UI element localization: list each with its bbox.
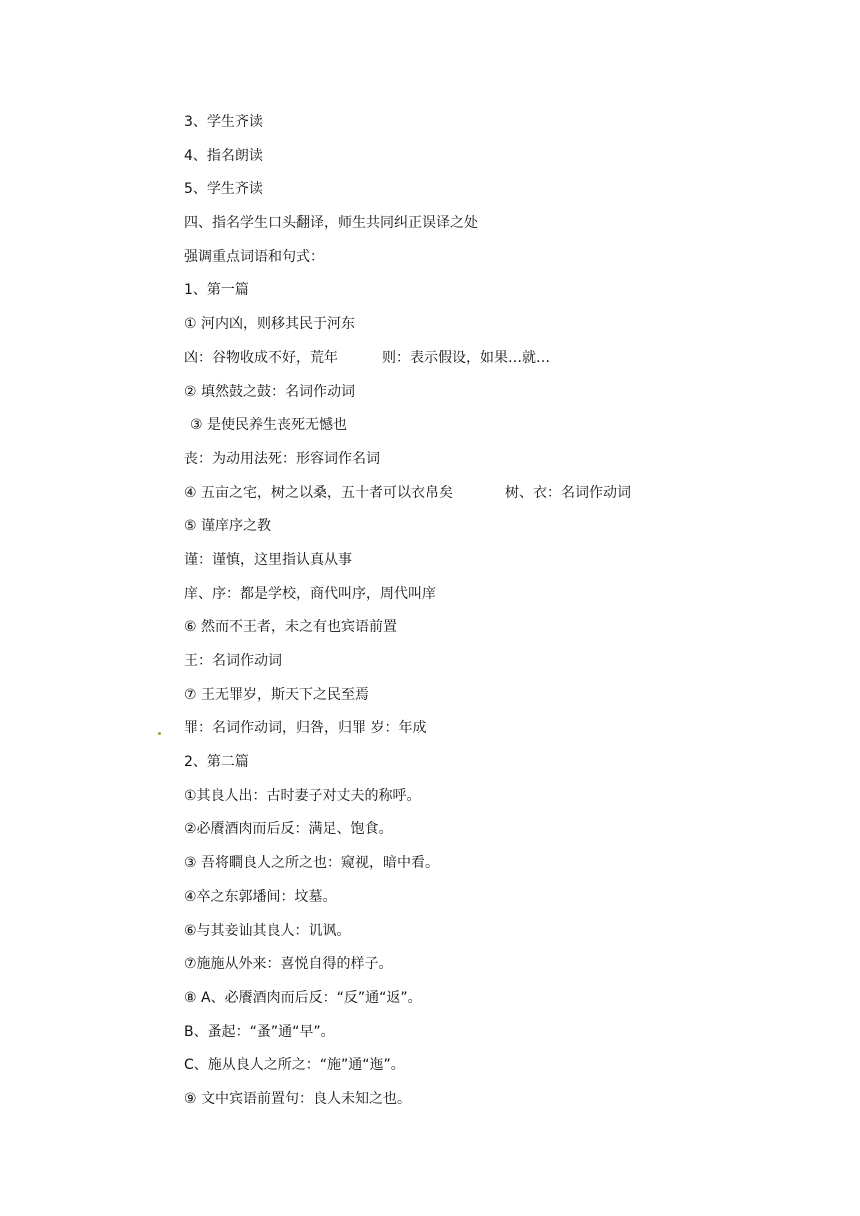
text-line: ⑨ 文中宾语前置句：良人未知之也。 [184,1090,412,1107]
text-segment: 则：表示假设，如果…就… [382,349,550,366]
text-line: B、蚤起：“蚤”通“早”。 [184,1023,335,1040]
text-line: ⑥与其妾讪其良人：讥讽。 [184,922,351,939]
text-line: 4、指名朗读 [184,147,263,164]
text-line: 1、第一篇 [184,282,249,299]
text-line: ②必餍酒肉而后反：满足、饱食。 [184,821,393,838]
text-line [184,481,804,515]
text-line: C、施从良人之所之：“施”通“迤”。 [184,1057,405,1074]
text-line: ④卒之东郭墦间：坟墓。 [184,888,337,905]
text-segment: 凶：谷物收成不好，荒年 [184,349,338,366]
text-segment: ④ 五亩之宅，树之以桑，五十者可以衣帛矣 [184,484,453,501]
text-line: 罪：名词作动词，归咎，归罪 岁：年成 [184,720,427,737]
text-segment: 树、衣：名词作动词 [505,484,631,501]
text-body [184,110,804,1121]
text-line: 丧：为动用法死：形容词作名词 [184,450,380,467]
text-line: 3、学生齐读 [184,114,263,130]
text-line: ③ 是使民养生丧死无憾也 [190,417,348,434]
text-line [184,346,804,380]
text-line: ③ 吾将瞷良人之所之也：窥视，暗中看。 [184,855,439,872]
text-line: 谨：谨慎，这里指认真从事 [184,551,352,568]
text-line: 5、学生齐读 [184,181,263,198]
text-line: ⑦ 王无罪岁，斯天下之民至焉 [184,686,370,703]
text-line: 庠、序：都是学校，商代叫序，周代叫庠 [184,585,436,602]
text-line: 2、第二篇 [184,754,249,771]
text-line: ①其良人出：古时妻子对丈夫的称呼。 [184,787,421,804]
text-line: ② 填然鼓之鼓：名词作动词 [184,383,356,400]
margin-dot-marker [158,732,161,735]
text-line: 强调重点词语和句式： [184,248,324,265]
text-line: ① 河内凶，则移其民于河东 [184,316,356,333]
text-line: ⑧ A、必餍酒肉而后反：“反”通“返”。 [184,989,422,1006]
text-line: 四、指名学生口头翻译，师生共同纠正误译之处 [184,215,478,232]
text-line: ⑥ 然而不王者，未之有也宾语前置 [184,619,398,636]
text-line: ⑦施施从外来：喜悦自得的样子。 [184,956,393,973]
text-line: 王：名词作动词 [184,653,282,669]
text-line: ⑤ 谨庠序之教 [184,518,272,535]
